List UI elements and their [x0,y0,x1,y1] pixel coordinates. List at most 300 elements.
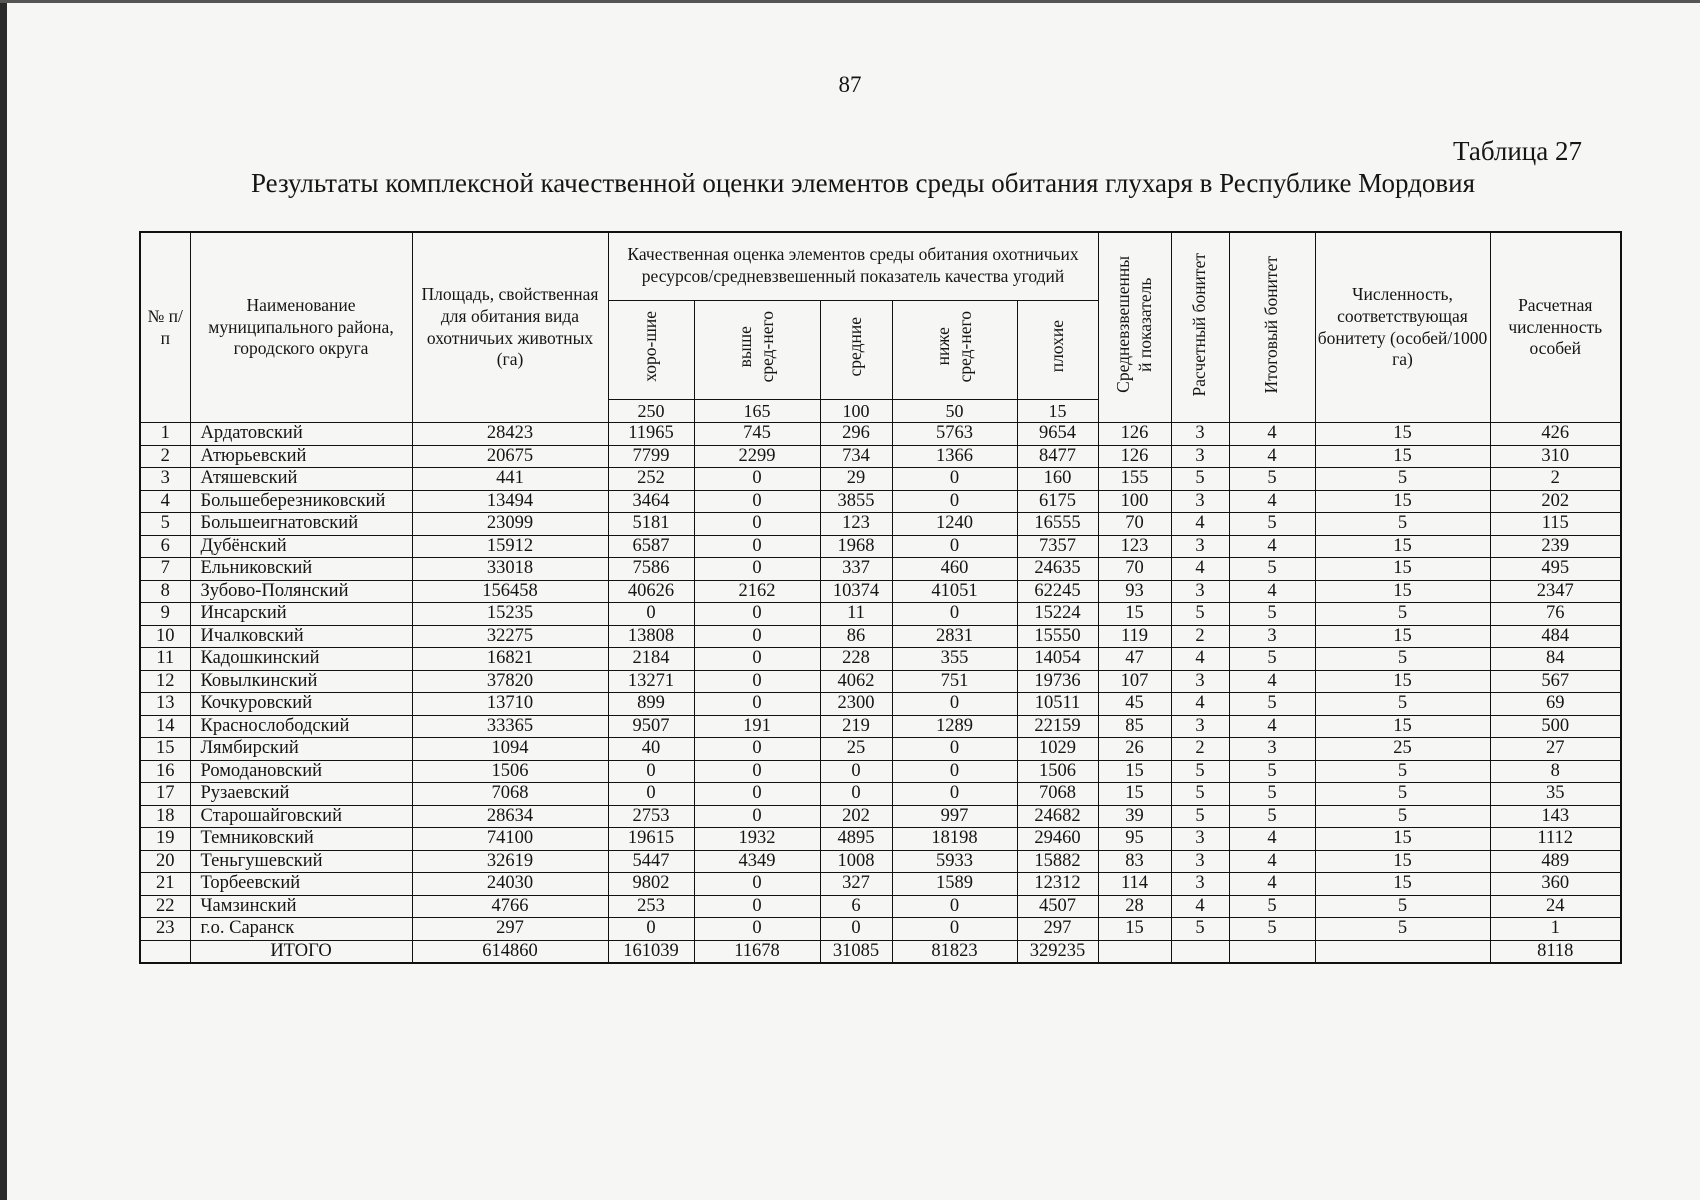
table-row [140,760,1621,783]
header-weighted-line1: Средневзвешенны [1112,256,1133,393]
cell-calc-count: 2 [1490,468,1621,491]
header-density: Численность, соответствующая бонитету (особей/1000 га) [1315,232,1490,423]
document-title: Результаты комплексной качественной оценки элементов среды обитания глухаря в Республике Мордовия [250,168,1476,198]
total-below-average: 81823 [892,940,1017,963]
cell-weighted: 26 [1098,738,1171,761]
cell-num: 23 [140,918,190,941]
cell-weighted: 70 [1098,513,1171,536]
cell-average: 29 [820,468,892,491]
cell-calc-bonitet: 3 [1171,828,1229,851]
table-row [140,828,1621,851]
cell-above-average: 0 [694,513,820,536]
cell-district: Зубово-Полянский [190,580,412,603]
cell-area: 1506 [412,760,608,783]
score-poor: 15 [1017,399,1098,423]
header-calc-bonitet-text: Расчетный бонитет [1189,252,1210,397]
cell-area: 156458 [412,580,608,603]
cell-poor: 7068 [1017,783,1098,806]
cell-final-bonitet: 4 [1229,828,1315,851]
cell-weighted: 107 [1098,670,1171,693]
cell-num: 4 [140,490,190,513]
table-row [140,738,1621,761]
cell-calc-bonitet: 3 [1171,873,1229,896]
cell-calc-count: 310 [1490,445,1621,468]
cell-calc-bonitet: 5 [1171,805,1229,828]
table-row [140,558,1621,581]
cell-weighted: 45 [1098,693,1171,716]
cell-above-average: 0 [694,603,820,626]
cell-num: 22 [140,895,190,918]
cell-poor: 7357 [1017,535,1098,558]
table-row [140,918,1621,941]
cell-good: 11965 [608,423,694,446]
cell-num: 19 [140,828,190,851]
header-above-average-line2: сред-него [757,310,777,383]
cell-weighted: 93 [1098,580,1171,603]
cell-area: 33018 [412,558,608,581]
cell-calc-bonitet: 3 [1171,535,1229,558]
header-weighted [1098,232,1171,423]
cell-average: 0 [820,760,892,783]
cell-calc-count: 1112 [1490,828,1621,851]
cell-district: Большеигнатовский [190,513,412,536]
cell-density: 5 [1315,760,1490,783]
cell-num: 12 [140,670,190,693]
cell-density: 5 [1315,648,1490,671]
cell-below-average: 1289 [892,715,1017,738]
cell-above-average: 0 [694,738,820,761]
cell-above-average: 0 [694,558,820,581]
cell-district: Чамзинский [190,895,412,918]
cell-poor: 19736 [1017,670,1098,693]
table-body [140,423,1621,964]
header-below-average-line1: ниже [932,327,953,366]
cell-density: 15 [1315,670,1490,693]
table-row [140,535,1621,558]
total-above-average: 11678 [694,940,820,963]
cell-weighted: 155 [1098,468,1171,491]
cell-average: 6 [820,895,892,918]
cell-poor: 4507 [1017,895,1098,918]
cell-calc-count: 489 [1490,850,1621,873]
cell-final-bonitet: 5 [1229,693,1315,716]
total-num [140,940,190,963]
header-average-text: средние [845,316,866,377]
cell-final-bonitet: 5 [1229,760,1315,783]
cell-below-average: 0 [892,895,1017,918]
cell-above-average: 191 [694,715,820,738]
cell-num: 2 [140,445,190,468]
cell-num: 7 [140,558,190,581]
total-calc-count: 8118 [1490,940,1621,963]
cell-above-average: 0 [694,670,820,693]
cell-density: 5 [1315,918,1490,941]
cell-weighted: 15 [1098,918,1171,941]
cell-final-bonitet: 3 [1229,738,1315,761]
cell-weighted: 83 [1098,850,1171,873]
cell-final-bonitet: 4 [1229,490,1315,513]
cell-poor: 6175 [1017,490,1098,513]
cell-above-average: 0 [694,918,820,941]
score-above-average: 165 [694,399,820,423]
cell-district: Большеберезниковский [190,490,412,513]
cell-district: Ардатовский [190,423,412,446]
cell-weighted: 123 [1098,535,1171,558]
cell-area: 37820 [412,670,608,693]
cell-calc-bonitet: 5 [1171,783,1229,806]
cell-average: 228 [820,648,892,671]
table-row [140,715,1621,738]
cell-below-average: 5763 [892,423,1017,446]
cell-district: Лямбирский [190,738,412,761]
cell-calc-count: 35 [1490,783,1621,806]
cell-weighted: 70 [1098,558,1171,581]
cell-average: 734 [820,445,892,468]
cell-average: 327 [820,873,892,896]
cell-below-average: 460 [892,558,1017,581]
cell-calc-count: 484 [1490,625,1621,648]
cell-poor: 16555 [1017,513,1098,536]
cell-above-average: 0 [694,895,820,918]
cell-final-bonitet: 4 [1229,580,1315,603]
cell-weighted: 28 [1098,895,1171,918]
cell-weighted: 15 [1098,603,1171,626]
cell-density: 5 [1315,895,1490,918]
total-district: ИТОГО [190,940,412,963]
cell-below-average: 0 [892,603,1017,626]
cell-calc-count: 426 [1490,423,1621,446]
cell-poor: 12312 [1017,873,1098,896]
cell-poor: 24635 [1017,558,1098,581]
cell-calc-bonitet: 3 [1171,580,1229,603]
cell-weighted: 39 [1098,805,1171,828]
cell-average: 0 [820,783,892,806]
cell-area: 20675 [412,445,608,468]
cell-area: 24030 [412,873,608,896]
cell-area: 7068 [412,783,608,806]
cell-weighted: 95 [1098,828,1171,851]
cell-final-bonitet: 5 [1229,805,1315,828]
cell-density: 5 [1315,603,1490,626]
cell-calc-bonitet: 2 [1171,625,1229,648]
cell-above-average: 0 [694,873,820,896]
table-row [140,895,1621,918]
cell-final-bonitet: 5 [1229,468,1315,491]
cell-final-bonitet: 5 [1229,558,1315,581]
table-row [140,850,1621,873]
cell-district: Старошайговский [190,805,412,828]
header-final-bonitet-text: Итоговый бонитет [1261,255,1282,394]
total-row [140,940,1621,963]
cell-below-average: 41051 [892,580,1017,603]
cell-below-average: 0 [892,535,1017,558]
cell-below-average: 0 [892,783,1017,806]
table-row [140,873,1621,896]
cell-good: 2753 [608,805,694,828]
table-row [140,513,1621,536]
cell-density: 15 [1315,445,1490,468]
cell-area: 4766 [412,895,608,918]
cell-density: 5 [1315,783,1490,806]
cell-num: 5 [140,513,190,536]
cell-poor: 24682 [1017,805,1098,828]
cell-good: 899 [608,693,694,716]
cell-good: 253 [608,895,694,918]
header-area: Площадь, свойственная для обитания вида охотничьих животных (га) [412,232,608,423]
header-good [608,300,694,399]
header-calc-count: Расчетная численность особей [1490,232,1621,423]
cell-area: 297 [412,918,608,941]
cell-calc-count: 202 [1490,490,1621,513]
header-calc-bonitet [1171,232,1229,423]
cell-weighted: 85 [1098,715,1171,738]
cell-above-average: 2162 [694,580,820,603]
cell-calc-bonitet: 3 [1171,423,1229,446]
cell-calc-bonitet: 3 [1171,715,1229,738]
cell-calc-count: 24 [1490,895,1621,918]
cell-district: Кадошкинский [190,648,412,671]
cell-good: 0 [608,918,694,941]
cell-final-bonitet: 3 [1229,625,1315,648]
cell-calc-bonitet: 4 [1171,693,1229,716]
cell-num: 17 [140,783,190,806]
cell-good: 0 [608,783,694,806]
cell-average: 4062 [820,670,892,693]
cell-calc-count: 239 [1490,535,1621,558]
cell-average: 1968 [820,535,892,558]
cell-weighted: 114 [1098,873,1171,896]
cell-calc-bonitet: 3 [1171,490,1229,513]
cell-good: 7586 [608,558,694,581]
cell-num: 16 [140,760,190,783]
cell-good: 0 [608,603,694,626]
total-poor: 329235 [1017,940,1098,963]
cell-calc-bonitet: 5 [1171,603,1229,626]
cell-weighted: 15 [1098,783,1171,806]
cell-good: 7799 [608,445,694,468]
table-row [140,805,1621,828]
cell-density: 15 [1315,828,1490,851]
cell-calc-bonitet: 4 [1171,895,1229,918]
header-name: Наименование муниципального района, городского округа [190,232,412,423]
cell-final-bonitet: 5 [1229,783,1315,806]
cell-density: 5 [1315,693,1490,716]
cell-above-average: 0 [694,625,820,648]
cell-poor: 15882 [1017,850,1098,873]
cell-district: Ичалковский [190,625,412,648]
table-row [140,580,1621,603]
cell-final-bonitet: 5 [1229,918,1315,941]
cell-density: 15 [1315,490,1490,513]
cell-calc-count: 360 [1490,873,1621,896]
table-row [140,423,1621,446]
header-average [820,300,892,399]
cell-weighted: 47 [1098,648,1171,671]
cell-poor: 8477 [1017,445,1098,468]
cell-calc-count: 76 [1490,603,1621,626]
cell-area: 15235 [412,603,608,626]
cell-poor: 160 [1017,468,1098,491]
cell-weighted: 15 [1098,760,1171,783]
cell-poor: 1506 [1017,760,1098,783]
cell-poor: 1029 [1017,738,1098,761]
table-row [140,693,1621,716]
cell-below-average: 0 [892,918,1017,941]
table-row [140,603,1621,626]
cell-district: Темниковский [190,828,412,851]
total-average: 31085 [820,940,892,963]
cell-average: 0 [820,918,892,941]
cell-area: 33365 [412,715,608,738]
cell-average: 1008 [820,850,892,873]
cell-calc-bonitet: 2 [1171,738,1229,761]
cell-poor: 10511 [1017,693,1098,716]
cell-final-bonitet: 5 [1229,895,1315,918]
cell-final-bonitet: 4 [1229,535,1315,558]
cell-calc-count: 1 [1490,918,1621,941]
cell-below-average: 5933 [892,850,1017,873]
cell-district: Рузаевский [190,783,412,806]
total-weighted [1098,940,1171,963]
cell-below-average: 0 [892,738,1017,761]
cell-above-average: 0 [694,468,820,491]
cell-calc-bonitet: 3 [1171,850,1229,873]
cell-good: 40626 [608,580,694,603]
cell-district: Атюрьевский [190,445,412,468]
cell-area: 1094 [412,738,608,761]
cell-below-average: 0 [892,490,1017,513]
header-poor-text: плохие [1046,320,1067,373]
cell-calc-count: 27 [1490,738,1621,761]
score-average: 100 [820,399,892,423]
cell-district: Торбеевский [190,873,412,896]
cell-weighted: 126 [1098,445,1171,468]
cell-density: 15 [1315,558,1490,581]
cell-average: 2300 [820,693,892,716]
cell-num: 1 [140,423,190,446]
header-final-bonitet [1229,232,1315,423]
header-below-average [892,300,1017,399]
cell-below-average: 1589 [892,873,1017,896]
table-row [140,445,1621,468]
header-quality-group: Качественная оценка элементов среды обитания охотничьих ресурсов/средневзвешенный показатель качества угодий [608,232,1098,300]
cell-district: Теньгушевский [190,850,412,873]
total-area: 614860 [412,940,608,963]
cell-calc-count: 84 [1490,648,1621,671]
cell-good: 13808 [608,625,694,648]
cell-above-average: 0 [694,783,820,806]
cell-area: 16821 [412,648,608,671]
cell-weighted: 126 [1098,423,1171,446]
cell-calc-bonitet: 3 [1171,445,1229,468]
cell-poor: 15224 [1017,603,1098,626]
cell-above-average: 0 [694,805,820,828]
cell-average: 3855 [820,490,892,513]
cell-good: 252 [608,468,694,491]
cell-good: 19615 [608,828,694,851]
cell-calc-count: 143 [1490,805,1621,828]
cell-district: Инсарский [190,603,412,626]
cell-num: 14 [140,715,190,738]
cell-above-average: 0 [694,693,820,716]
cell-density: 15 [1315,580,1490,603]
table-row [140,648,1621,671]
cell-area: 441 [412,468,608,491]
cell-average: 10374 [820,580,892,603]
score-below-average: 50 [892,399,1017,423]
table-row [140,783,1621,806]
header-num: № п/п [140,232,190,423]
score-good: 250 [608,399,694,423]
cell-below-average: 355 [892,648,1017,671]
cell-good: 3464 [608,490,694,513]
cell-weighted: 119 [1098,625,1171,648]
table-row [140,625,1621,648]
cell-good: 5181 [608,513,694,536]
total-density [1315,940,1490,963]
cell-final-bonitet: 5 [1229,648,1315,671]
cell-num: 9 [140,603,190,626]
cell-density: 25 [1315,738,1490,761]
cell-calc-count: 69 [1490,693,1621,716]
cell-poor: 29460 [1017,828,1098,851]
cell-calc-count: 8 [1490,760,1621,783]
total-calc-bonitet [1171,940,1229,963]
cell-num: 15 [140,738,190,761]
table-row [140,468,1621,491]
cell-density: 5 [1315,513,1490,536]
cell-area: 23099 [412,513,608,536]
table-row [140,490,1621,513]
cell-below-average: 1366 [892,445,1017,468]
cell-final-bonitet: 4 [1229,423,1315,446]
cell-average: 337 [820,558,892,581]
cell-average: 86 [820,625,892,648]
cell-district: г.о. Саранск [190,918,412,941]
cell-poor: 9654 [1017,423,1098,446]
cell-weighted: 100 [1098,490,1171,513]
cell-calc-bonitet: 5 [1171,918,1229,941]
cell-good: 13271 [608,670,694,693]
cell-above-average: 1932 [694,828,820,851]
table-label: Таблица 27 [1453,136,1582,166]
cell-area: 28634 [412,805,608,828]
cell-calc-bonitet: 5 [1171,760,1229,783]
cell-num: 18 [140,805,190,828]
cell-below-average: 0 [892,693,1017,716]
header-above-average [694,300,820,399]
cell-poor: 22159 [1017,715,1098,738]
cell-density: 15 [1315,535,1490,558]
header-above-average-line1: выше [735,325,756,368]
cell-area: 74100 [412,828,608,851]
cell-area: 32619 [412,850,608,873]
cell-num: 8 [140,580,190,603]
total-final-bonitet [1229,940,1315,963]
cell-density: 15 [1315,715,1490,738]
cell-below-average: 2831 [892,625,1017,648]
data-table [139,231,1622,964]
cell-num: 10 [140,625,190,648]
cell-below-average: 997 [892,805,1017,828]
cell-calc-bonitet: 5 [1171,468,1229,491]
cell-poor: 62245 [1017,580,1098,603]
cell-area: 32275 [412,625,608,648]
cell-final-bonitet: 4 [1229,715,1315,738]
cell-area: 13494 [412,490,608,513]
cell-num: 20 [140,850,190,873]
cell-average: 202 [820,805,892,828]
